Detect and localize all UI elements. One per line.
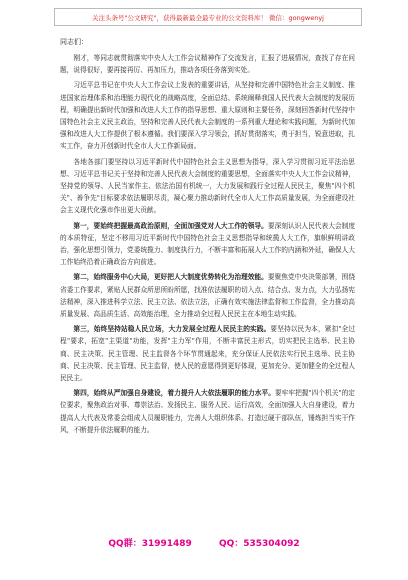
paragraph-2: 习近平总书记在中央人大工作会议上发表的重要讲话，从坚持和完善中国特色社会主义制度、推进国家治理体系和治理能力现代化的战略高度，全面总结、系统阐释我国人民代表大会制度的发展历程，明确提出新时代加强和改进人大工作的指导思想、重大原则和主要任务，深刻回答新时代坚持中国特色社会主义民主政治，坚持和完善人民代表大会制度的一系列重大理论和实践问题，为新时代加强和改进人大工作提供了根本遵循。我们要深入学习领会，抓好贯彻落实，勇于担当，锐意进取，扎实工作，奋力开创新时代全市人大工作新局面。	[60, 81, 355, 151]
footer-qq: QQ：535304092	[218, 539, 300, 549]
paragraph-7: 第四，始终从严加强自身建设，着力提升人大依法履职的能力水平。要牢牢把握"四个机关"的定位要求，聚焦政治对事、尊崇法治、发扬民主、服务人民、运行高效，全面加强人大自身建设，着力提高人大代表及常委会组成人员履职能力，完善人大组织体系、打造过硬干部队伍，锤炼担当实干作风，不断提升依法履职的能力。	[60, 389, 355, 434]
section-heading: 第三，始终坚持站稳人民立场，大力发展全过程人民民主的实践。	[73, 325, 271, 334]
footer-contacts	[0, 536, 408, 549]
paragraph-4: 第一，要始终把握最高政治原则，全面加强党对人大工作的领导。要深刻认识人民代表大会制度的本质特征，坚定不移用习近平新时代中国特色社会主义思想指导和统揽人大工作，旗帜鲜明讲政治，强化思想引领力，党委统揽力、制度执行力，不断丰富和拓展人大工作的内涵和外延，确保人大工作始终沿着正确政治方向前进。	[60, 221, 356, 267]
top-banner	[54, 8, 362, 26]
section-heading: 第四，始终从严加强自身建设，着力提升人大依法履职的能力水平。	[73, 389, 275, 398]
paragraph-5: 第二，始终服务中心大局，更好把人大制度优势转化为治理效能。要聚焦党中央决策部署，围绕省委工作要求，紧贴人民群众所思所盼所愿，找准依法履职的切入点、结合点、发力点，大力弘扬宪法精神，深入推进科学立法、民主立法、依法立法，正确有效实施法律监督和工作监督，全力推动高质量发展、高品质生活、高效能治理，全力推动全过程人民民主在本地生动实践。	[60, 273, 356, 319]
section-heading: 第二，始终服务中心大局，更好把人大制度优势转化为治理效能。	[73, 273, 268, 282]
section-heading: 第一，要始终把握最高政治原则，全面加强党对人大工作的领导。	[73, 221, 268, 230]
footer-qq-group: QQ群：31991489	[108, 539, 192, 549]
paragraph-3: 各地各部门要坚持以习近平新时代中国特色社会主义思想为指导，深入学习贯彻习近平法治思想、习近平总书记关于坚持和完善人民代表大会制度的重要思想，全面落实中央人大工作会议精神，坚持党的领导、人民当家作主、依法治国有机统一，大力发展和践行全过程人民民主，聚焦"四个机关"、善争先"目标要求依法履职尽责，凝心聚力推动新时代全市人大工作高质量发展，为全面建设社会主义现代化强市作出更大贡献。	[60, 157, 355, 215]
paragraph-1: 刚才，等同志就贯彻落实中央人大工作会议精神作了交流发言，汇报了进展情况，查找了存在问题，说得很好，要再接再厉、再加压力，推动各项任务落到实处。	[60, 54, 355, 75]
paragraph-6: 第三，始终坚持站稳人民立场，大力发展全过程人民民主的实践。要坚持以民为本，紧扣"全过程"要求，拓宽"主渠道"功能，发挥"主力军"作用，不断丰富民主形式，切实把民主选举、民主协商、民主决策、民主管理、民主监督各个环节贯通起来，充分保证人民依法实行民主选举、民主协商、民主决策、民主管理、民主监督，使人民的意愿得到更好体现，更加充分、更加健全的全过程人民民主。	[60, 325, 356, 383]
document-body	[60, 36, 355, 439]
banner-text: 关注头条号"公文研究"，获得最新最全最专业的公文资料库！ 微信：gongwenyj	[92, 13, 324, 22]
salutation: 同志们：	[60, 38, 88, 46]
